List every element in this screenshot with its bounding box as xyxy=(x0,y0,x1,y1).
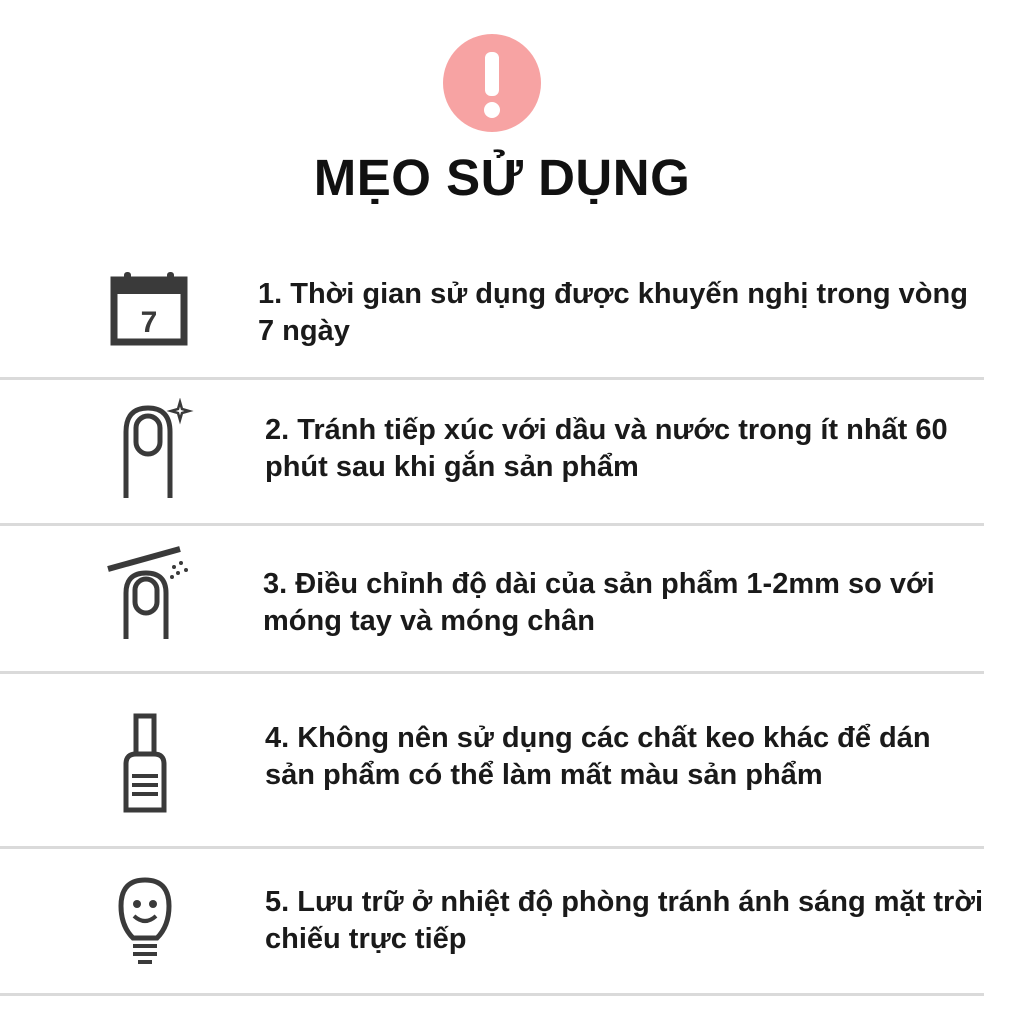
tip-text-4: 4. Không nên sử dụng các chất keo khác để dán sản phẩm có thể làm mất màu sản phẩm xyxy=(265,722,931,791)
divider xyxy=(0,377,984,380)
divider xyxy=(0,523,984,526)
tip-text-2: 2. Tránh tiếp xúc với dầu và nước trong ít nhất 60 phút sau khi gắn sản phẩm xyxy=(265,414,948,483)
alert-badge xyxy=(443,34,541,132)
lightbulb-smile-icon xyxy=(117,876,173,966)
calendar-day: 7 xyxy=(140,306,158,339)
page-title: MẸO SỬ DỤNG xyxy=(313,149,691,206)
exclamation-icon xyxy=(443,34,541,132)
finger-nail-sparkle-icon xyxy=(118,398,194,500)
tip-text-5: 5. Lưu trữ ở nhiệt độ phòng tránh ánh sáng mặt trời chiếu trực tiếp xyxy=(265,886,984,955)
calendar-icon xyxy=(110,270,188,346)
divider xyxy=(0,846,984,849)
glue-bottle-icon xyxy=(120,712,170,814)
divider xyxy=(0,671,984,674)
divider xyxy=(0,993,984,996)
tip-text-1: 1. Thời gian sử dụng được khuyến nghị trong vòng 7 ngày xyxy=(258,278,968,347)
nail-file-icon xyxy=(104,543,192,641)
tip-text-3: 3. Điều chỉnh độ dài của sản phẩm 1-2mm so với móng tay và móng chân xyxy=(263,568,935,637)
